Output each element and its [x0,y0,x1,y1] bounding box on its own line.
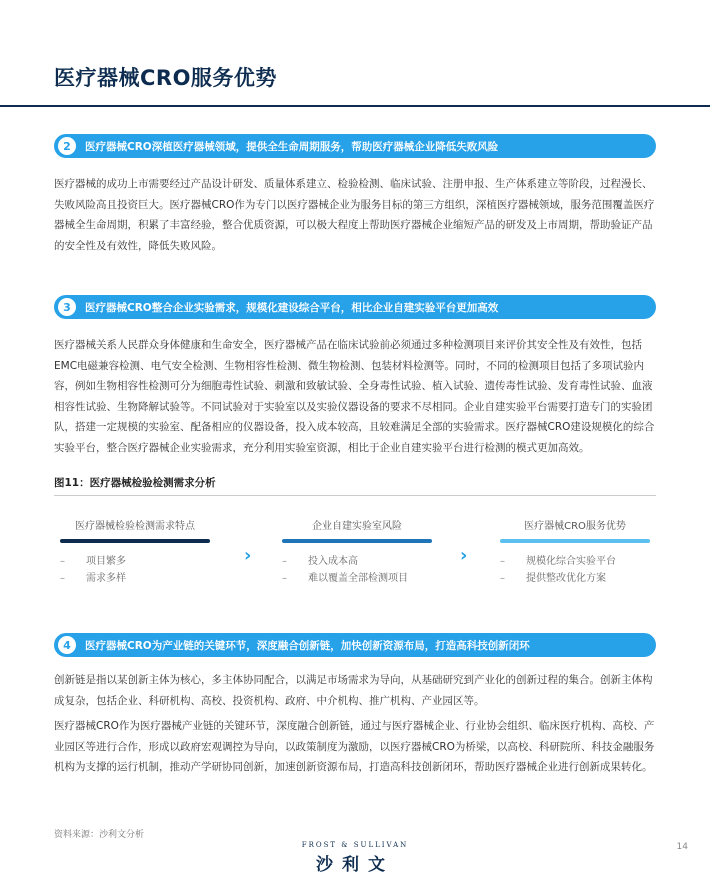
column-heading: 医疗器械CRO服务优势 [524,521,626,532]
brand-logo-cn: 沙利文 [316,855,394,875]
chevron-right-icon: › [460,545,468,566]
list-item-text: 项目繁多 [86,556,126,567]
column-heading: 医疗器械检验检测需求特点 [75,521,195,532]
dash-marker: – [500,556,505,567]
dash-marker: – [282,573,287,584]
list-item [60,570,210,587]
section-2-heading [54,134,656,158]
list-item-text: 提供整改优化方案 [526,573,606,584]
column-bar [282,539,432,543]
section-number-badge: 2 [58,137,76,155]
list-item [60,553,210,570]
section-2-paragraph: 医疗器械的成功上市需要经过产品设计研发、质量体系建立、检验检测、临床试验、注册申报、生产体系建立等阶段，过程漫长、失败风险高且投资巨大。医疗器械CRO作为专门以医疗器械企业为服务目标的第三方组织，深植医疗器械领域，服务范围覆盖医疗器械全生命周期，积累了丰富经验，整合优质资源，可以极大程度上帮助医疗器械企业缩短产品的研发及上市周期，帮助验证产品的安全性及有效性，降低失败风险。 [54,178,655,252]
list-item [282,553,432,570]
column-list [60,553,210,587]
figure-column-cro-advantage [500,519,650,587]
section-heading-text: 医疗器械CRO整合企业实验需求，规模化建设综合平台，相比企业自建实验平台更加高效 [85,301,499,314]
section-3-heading [54,295,656,319]
chevron-right-icon: › [244,545,252,566]
column-list [282,553,432,587]
section-4-paragraph-2: 医疗器械CRO作为医疗器械产业链的关键环节，深度融合创新链，通过与医疗器械企业、行业协会组织、临床医疗机构、高校、产业园区等进行合作，形成以政府宏观调控为导向，以政策制度为激励，以医疗器械CRO为桥梁，以高校、科研院所、科技金融服务机构为支撑的运行机制，推动产学研协同创新，加速创新资源布局，打造高科技创新闭环，帮助医疗器械企业进行创新成果转化。 [54,720,655,773]
section-3-paragraph: 医疗器械关系人民群众身体健康和生命安全，医疗器械产品在临床试验前必须通过多种检测项目来评价其安全性及有效性，包括EMC电磁兼容检测、电气安全检测、生物相容性检测、微生物检测、包装材料检测等。同时，不同的检测项目包括了多项试验内容，例如生物相容性检测可分为细胞毒性试验、刺激和致敏试验、全身毒性试验、植入试验、遗传毒性试验、发育毒性试验、血液相容性试验、生物降解试验等。不同试验对于实验室以及实验仪器设备的要求不尽相同。企业自建实验平台需要打造专门的实验团队，搭建一定规模的实验室、配备相应的仪器设备，投入成本较高，且较难满足全部的实验需求。医疗器械CRO建设规模化的综合实验平台，整合医疗器械企业实验需求，充分利用实验室资源，相比于企业自建实验平台进行检测的模式更加高效。 [54,339,655,454]
list-item-text: 需求多样 [86,573,126,584]
figure-divider [54,495,656,496]
list-item [282,570,432,587]
column-list [500,553,650,587]
list-item-text: 规模化综合实验平台 [526,556,616,567]
list-item [500,570,650,587]
section-number-badge: 3 [58,298,76,316]
column-bar [60,539,210,543]
figure-column-self-built-risk [282,519,432,587]
dash-marker: – [282,556,287,567]
page-number: 14 [676,842,688,852]
column-bar [500,539,650,543]
figure-title: 图11：医疗器械检验检测需求分析 [54,477,216,489]
section-heading-text: 医疗器械CRO为产业链的关键环节，深度融合创新链，加快创新资源布局，打造高科技创新闭环 [85,639,530,652]
section-4-heading [54,633,656,657]
section-heading-text: 医疗器械CRO深植医疗器械领域，提供全生命周期服务，帮助医疗器械企业降低失败风险 [85,140,499,153]
dash-marker: – [60,556,65,567]
page-title: 医疗器械CRO服务优势 [54,66,277,90]
section-number-badge: 4 [58,636,76,654]
column-heading: 企业自建实验室风险 [312,521,402,532]
dash-marker: – [500,573,505,584]
section-4-paragraph-1: 创新链是指以某创新主体为核心，多主体协同配合，以满足市场需求为导向，从基础研究到产业化的创新过程的集合。创新主体构成复杂，包括企业、科研机构、高校、投资机构、政府、中介机构、推广机构、产业园区等。 [54,674,653,707]
dash-marker: – [60,573,65,584]
list-item-text: 投入成本高 [308,556,358,567]
brand-logo-en: FROST & SULLIVAN [301,841,409,849]
title-divider [0,105,710,107]
list-item-text: 难以覆盖全部检测项目 [308,573,408,584]
list-item [500,553,650,570]
figure-column-needs [60,519,210,587]
source-note: 资料来源：沙利文分析 [54,830,145,840]
